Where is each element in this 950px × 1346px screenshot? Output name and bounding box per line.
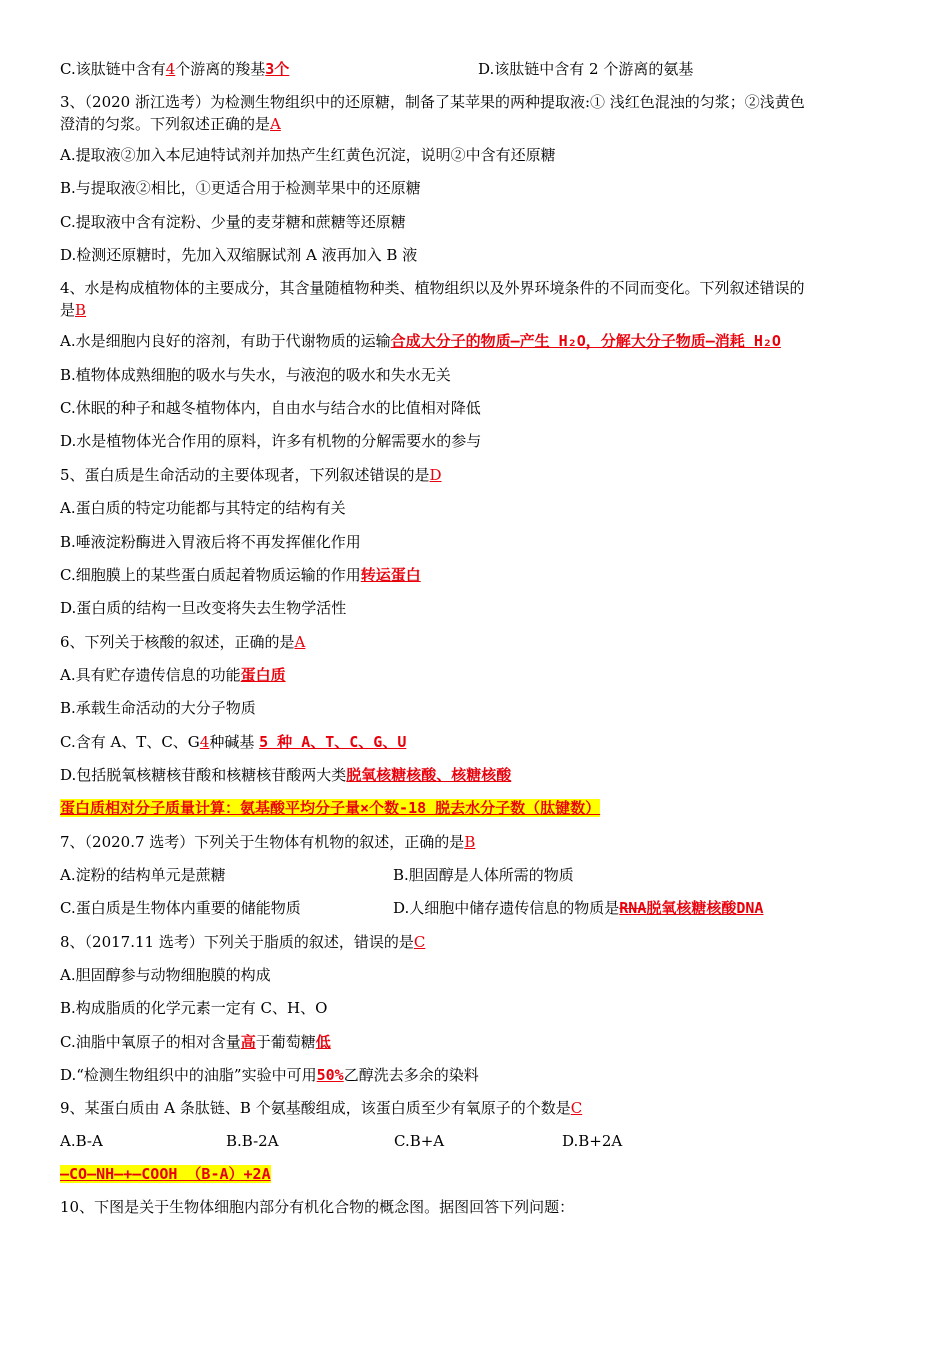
q6-answer: A <box>294 633 306 651</box>
q7-option-a: A.淀粉的结构单元是蔗糖 <box>60 866 226 884</box>
q6-c-note: 5 种 A、T、C、G、U <box>259 733 407 751</box>
q6-d-note: 脱氧核糖核酸、核糖核酸 <box>346 766 512 784</box>
q8-c-answer-2: 低 <box>315 1033 331 1051</box>
q4-answer: B <box>75 301 87 319</box>
q7-option-b: B.胆固醇是人体所需的物质 <box>393 866 574 884</box>
q3-stem-line2: 澄清的匀浆。下列叙述正确的是A <box>60 115 281 133</box>
q2-option-d: D.该肽链中含有 2 个游离的氨基 <box>478 60 694 78</box>
q9-option-d: D.B+2A <box>562 1132 623 1150</box>
q6-option-b: B.承载生命活动的大分子物质 <box>60 699 256 717</box>
q6-c-answer: 4 <box>199 733 210 751</box>
q5-answer: D <box>429 466 442 484</box>
q8-c-answer-1: 高 <box>240 1033 256 1051</box>
q4-a-note: 合成大分子的物质—产生 H₂O，分解大分子物质—消耗 H₂O <box>390 332 781 350</box>
q7-option-c: C.蛋白质是生物体内重要的储能物质 <box>60 899 301 917</box>
q5-option-d: D.蛋白质的结构一旦改变将失去生物学活性 <box>60 599 347 617</box>
q4-stem-line1: 4、水是构成植物体的主要成分，其含量随植物种类、植物组织以及外界环境条件的不同而变化。下列叙述错误的 <box>60 279 805 297</box>
q3-option-a: A.提取液②加入本尼迪特试剂并加热产生红黄色沉淀，说明②中含有还原糖 <box>60 146 556 164</box>
q2-c-answer-1: 4 <box>165 60 176 78</box>
q8-d-answer: 50% <box>316 1066 344 1084</box>
protein-mass-formula: 蛋白质相对分子质量计算：氨基酸平均分子量×个数-18 脱去水分子数（肽键数） <box>60 799 601 817</box>
q5-c-note: 转运蛋白 <box>360 566 421 584</box>
q6-option-d: D.包括脱氧核糖核苷酸和核糖核苷酸两大类脱氧核糖核酸、核糖核酸 <box>60 766 512 784</box>
q7-d-note2: DNA <box>736 899 764 917</box>
q2-option-c: C.该肽链中含有4个游离的羧基3个 <box>60 60 290 78</box>
q10-stem: 10、下图是关于生物体细胞内部分有机化合物的概念图。据图回答下列问题： <box>60 1198 575 1216</box>
q6-stem: 6、下列关于核酸的叙述，正确的是A <box>60 633 306 651</box>
q9-stem: 9、某蛋白质由 A 条肽链、B 个氨基酸组成，该蛋白质至少有氧原子的个数是C <box>60 1099 583 1117</box>
q7-d-struck: RNA <box>619 899 647 917</box>
q4-option-c: C.休眠的种子和越冬植物体内，自由水与结合水的比值相对降低 <box>60 399 481 417</box>
q8-option-b: B.构成脂质的化学元素一定有 C、H、O <box>60 999 328 1017</box>
q9-option-a: A.B-A <box>60 1132 103 1150</box>
q9-option-c: C.B+A <box>394 1132 445 1150</box>
q4-option-a: A.水是细胞内良好的溶剂，有助于代谢物质的运输合成大分子的物质—产生 H₂O，分解大分子物质—消耗 H₂O <box>60 332 781 350</box>
q3-option-d: D.检测还原糖时，先加入双缩脲试剂 A 液再加入 B 液 <box>60 246 418 264</box>
q8-option-a: A.胆固醇参与动物细胞膜的构成 <box>60 966 271 984</box>
q7-stem: 7、（2020.7 选考）下列关于生物体有机物的叙述，正确的是B <box>60 833 476 851</box>
q6-option-a: A.具有贮存遗传信息的功能蛋白质 <box>60 666 286 684</box>
q8-answer: C <box>413 933 426 951</box>
q3-option-c: C.提取液中含有淀粉、少量的麦芽糖和蔗糖等还原糖 <box>60 213 406 231</box>
q4-stem-line2: 是B <box>60 301 87 319</box>
q7-d-note: 脱氧核糖核酸 <box>646 899 737 917</box>
q5-option-a: A.蛋白质的特定功能都与其特定的结构有关 <box>60 499 346 517</box>
q9-option-b: B.B-2A <box>226 1132 279 1150</box>
q3-stem-line1: 3、（2020 浙江选考）为检测生物组织中的还原糖，制备了某苹果的两种提取液:① 浅红色混浊的匀浆；②浅黄色 <box>60 93 805 111</box>
q4-option-d: D.水是植物体光合作用的原料，许多有机物的分解需要水的参与 <box>60 432 482 450</box>
q5-option-b: B.唾液淀粉酶进入胃液后将不再发挥催化作用 <box>60 533 361 551</box>
q7-answer: B <box>464 833 476 851</box>
q3-option-b: B.与提取液②相比，①更适合用于检测苹果中的还原糖 <box>60 179 421 197</box>
q9-note: —CO—NH—+—COOH （B-A）+2A <box>60 1165 271 1183</box>
q6-option-c: C.含有 A、T、C、G4种碱基 5 种 A、T、C、G、U <box>60 733 407 751</box>
q8-stem: 8、（2017.11 选考）下列关于脂质的叙述，错误的是C <box>60 933 426 951</box>
q4-option-b: B.植物体成熟细胞的吸水与失水，与液泡的吸水和失水无关 <box>60 366 451 384</box>
q5-option-c: C.细胞膜上的某些蛋白质起着物质运输的作用转运蛋白 <box>60 566 421 584</box>
q3-answer: A <box>270 115 281 133</box>
q7-option-d: D.人细胞中储存遗传信息的物质是RNA脱氧核糖核酸DNA <box>393 899 764 917</box>
q8-option-c: C.油脂中氧原子的相对含量高于葡萄糖低 <box>60 1033 331 1051</box>
q2-c-answer-2: 3个 <box>265 60 290 78</box>
q9-answer: C <box>570 1099 583 1117</box>
q8-option-d: D.“检测生物组织中的油脂”实验中可用50%乙醇洗去多余的染料 <box>60 1066 479 1084</box>
q6-a-note: 蛋白质 <box>240 666 286 684</box>
q5-stem: 5、蛋白质是生命活动的主要体现者，下列叙述错误的是D <box>60 466 442 484</box>
